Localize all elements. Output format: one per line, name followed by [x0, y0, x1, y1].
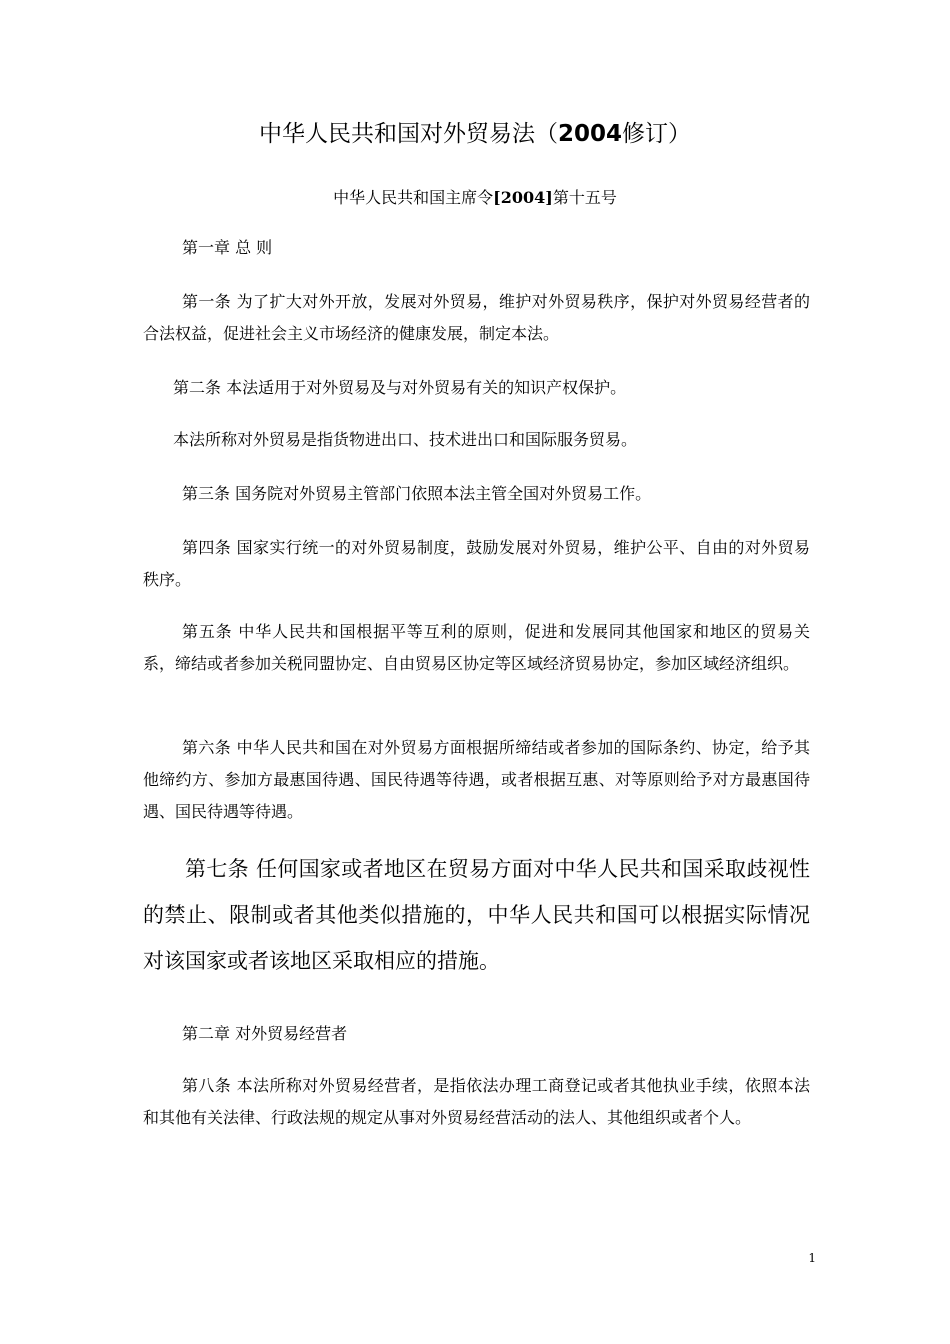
document-title — [0, 118, 950, 150]
article-2: 第二条 本法适用于对外贸易及与对外贸易有关的知识产权保护。 — [173, 378, 627, 397]
article-5: 第五条 中华人民共和国根据平等互利的原则，促进和发展同其他国家和地区的贸易关系，缔结或者参加关税同盟协定、自由贸易区协定等区域经济贸易协定，参加区域经济组织。 — [143, 622, 810, 673]
article-8: 第八条 本法所称对外贸易经营者，是指依法办理工商登记或者其他执业手续，依照本法和其他有关法律、行政法规的规定从事对外贸易经营活动的法人、其他组织或者个人。 — [143, 1076, 810, 1127]
subtitle-suffix: 第十五号 — [552, 188, 617, 207]
article-2-paragraph-2: 本法所称对外贸易是指货物进出口、技术进出口和国际服务贸易。 — [173, 430, 638, 449]
article-6: 第六条 中华人民共和国在对外贸易方面根据所缔结或者参加的国际条约、协定，给予其他缔约方、参加方最惠国待遇、国民待遇等待遇，或者根据互惠、对等原则给予对方最惠国待遇、国民待遇等待遇。 — [143, 738, 810, 821]
title-prefix: 中华人民共和国对外贸易法（ — [258, 121, 558, 147]
title-year: 2004 — [557, 121, 622, 147]
chapter-2-heading: 第二章 对外贸易经营者 — [182, 1024, 348, 1043]
subtitle-number: [2004] — [493, 188, 553, 207]
page-number: 1 — [808, 1251, 816, 1265]
subtitle-prefix: 中华人民共和国主席令 — [333, 188, 494, 207]
article-3: 第三条 国务院对外贸易主管部门依照本法主管全国对外贸易工作。 — [182, 484, 652, 503]
article-1: 第一条 为了扩大对外开放，发展对外贸易，维护对外贸易秩序，保护对外贸易经营者的合法权益，促进社会主义市场经济的健康发展，制定本法。 — [143, 292, 810, 343]
title-suffix: 修订） — [622, 121, 691, 147]
article-7: 第七条 任何国家或者地区在贸易方面对中华人民共和国采取歧视性的禁止、限制或者其他类似措施的，中华人民共和国可以根据实际情况对该国家或者该地区采取相应的措施。 — [143, 857, 810, 973]
chapter-1-heading: 第一章 总 则 — [182, 238, 273, 257]
article-4: 第四条 国家实行统一的对外贸易制度，鼓励发展对外贸易，维护公平、自由的对外贸易秩序。 — [143, 538, 810, 589]
document-subtitle — [0, 186, 950, 210]
